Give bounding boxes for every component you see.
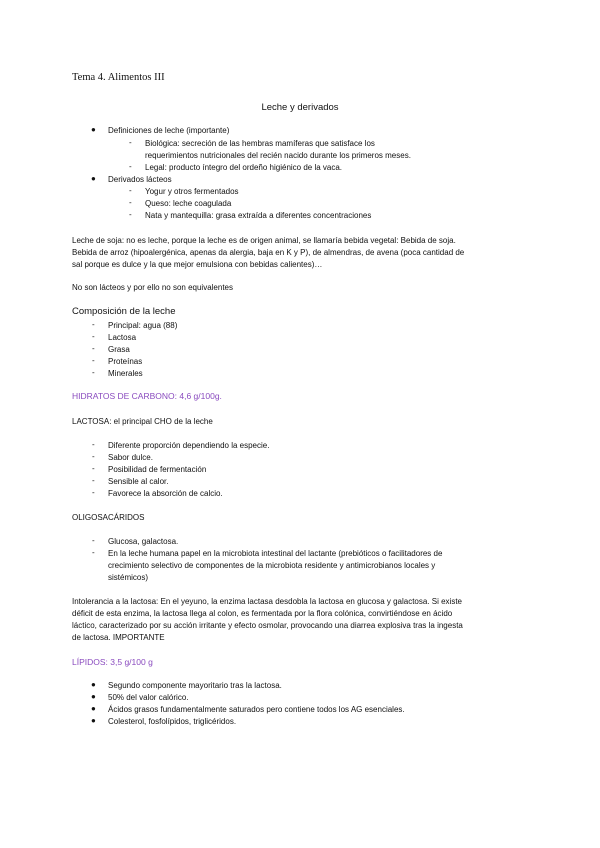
- list-item: En la leche humana papel en la microbiota intestinal del lactante (prebióticos o facilitadores de: [108, 549, 443, 558]
- bullet-icon: ●: [91, 704, 96, 713]
- list-item: Derivados lácteos: [108, 175, 172, 184]
- list-item: Favorece la absorción de calcio.: [108, 489, 223, 498]
- paragraph-line: déficit de esta enzima, la lactosa llega al colon, es fermentada por la flora colónica, convirtiéndose en ácido: [72, 609, 453, 618]
- list-item: Principal: agua (88): [108, 321, 178, 330]
- list-item: Glucosa, galactosa.: [108, 537, 179, 546]
- list-item-continuation: sistémicos): [108, 573, 149, 582]
- list-item: Segundo componente mayoritario tras la lactosa.: [108, 681, 282, 690]
- dash-icon: -: [129, 198, 132, 207]
- section-heading: Leche y derivados: [261, 102, 339, 113]
- list-item: Yogur y otros fermentados: [145, 187, 239, 196]
- dash-icon: -: [92, 488, 95, 497]
- list-item-continuation: requerimientos nutricionales del recién nacido durante los primeros meses.: [145, 151, 411, 160]
- subsection-title: Composición de la leche: [72, 306, 176, 317]
- bullet-icon: ●: [91, 692, 96, 701]
- dash-icon: -: [129, 138, 132, 147]
- list-item: Biológica: secreción de las hembras mamíferas que satisface los: [145, 139, 375, 148]
- list-item: Legal: producto íntegro del ordeño higiénico de la vaca.: [145, 163, 343, 172]
- paragraph-line: de lactosa. IMPORTANTE: [72, 633, 165, 642]
- document-title: Tema 4. Alimentos III: [72, 72, 165, 83]
- paragraph-line: sal porque es dulce y la que mejor emulsiona con bebidas calientes)…: [72, 260, 323, 269]
- list-item: Sabor dulce.: [108, 453, 153, 462]
- bullet-icon: ●: [91, 680, 96, 689]
- list-item: Lactosa: [108, 333, 137, 342]
- dash-icon: -: [92, 452, 95, 461]
- list-item: Proteínas: [108, 357, 143, 366]
- list-item: Grasa: [108, 345, 130, 354]
- paragraph-line: Intolerancia a la lactosa: En el yeyuno, la enzima lactasa desdobla la lactosa en glucosa y galactosa. Si existe: [72, 597, 463, 606]
- dash-icon: -: [92, 320, 95, 329]
- dash-icon: -: [92, 332, 95, 341]
- dash-icon: -: [129, 186, 132, 195]
- paragraph-line: No son lácteos y por ello no son equivalentes: [72, 283, 233, 292]
- paragraph-line: LACTOSA: el principal CHO de la leche: [72, 417, 213, 426]
- list-item-continuation: crecimiento selectivo de componentes de la microbiota residente y antimicrobianos locales y: [108, 561, 436, 570]
- list-item: 50% del valor calórico.: [108, 693, 189, 702]
- bullet-icon: ●: [91, 716, 96, 725]
- dash-icon: -: [92, 356, 95, 365]
- paragraph-line: láctico, caracterizado por su acción irritante y efecto osmolar, provocando una diarrea explosiva tras la ingesta: [72, 621, 463, 630]
- bullet-icon: ●: [91, 125, 96, 134]
- dash-icon: -: [92, 476, 95, 485]
- dash-icon: -: [92, 368, 95, 377]
- list-item: Minerales: [108, 369, 143, 378]
- highlight-heading: HIDRATOS DE CARBONO: 4,6 g/100g.: [72, 391, 222, 401]
- dash-icon: -: [129, 162, 132, 171]
- dash-icon: -: [129, 210, 132, 219]
- dash-icon: -: [92, 548, 95, 557]
- paragraph-line: Bebida de arroz (hipoalergénica, apenas da alergia, baja en K y P), de almendras, de avena (poca cantidad de: [72, 248, 465, 257]
- list-item: Diferente proporción dependiendo la especie.: [108, 441, 270, 450]
- dash-icon: -: [92, 440, 95, 449]
- list-item: Posibilidad de fermentación: [108, 465, 207, 474]
- list-item: Sensible al calor.: [108, 477, 169, 486]
- highlight-heading: LÍPIDOS: 3,5 g/100 g: [72, 657, 153, 667]
- paragraph-line: Leche de soja: no es leche, porque la leche es de origen animal, se llamaría bebida vegetal: Bebida de soja.: [72, 236, 456, 245]
- dash-icon: -: [92, 464, 95, 473]
- list-item: Colesterol, fosfolípidos, triglicéridos.: [108, 717, 237, 726]
- list-item: Definiciones de leche (importante): [108, 126, 230, 135]
- list-item: Nata y mantequilla: grasa extraída a diferentes concentraciones: [145, 211, 372, 220]
- dash-icon: -: [92, 536, 95, 545]
- subsection-title: OLIGOSACÁRIDOS: [72, 513, 145, 522]
- list-item: Ácidos grasos fundamentalmente saturados pero contiene todos los AG esenciales.: [108, 705, 405, 714]
- dash-icon: -: [92, 344, 95, 353]
- bullet-icon: ●: [91, 174, 96, 183]
- list-item: Queso: leche coagulada: [145, 199, 232, 208]
